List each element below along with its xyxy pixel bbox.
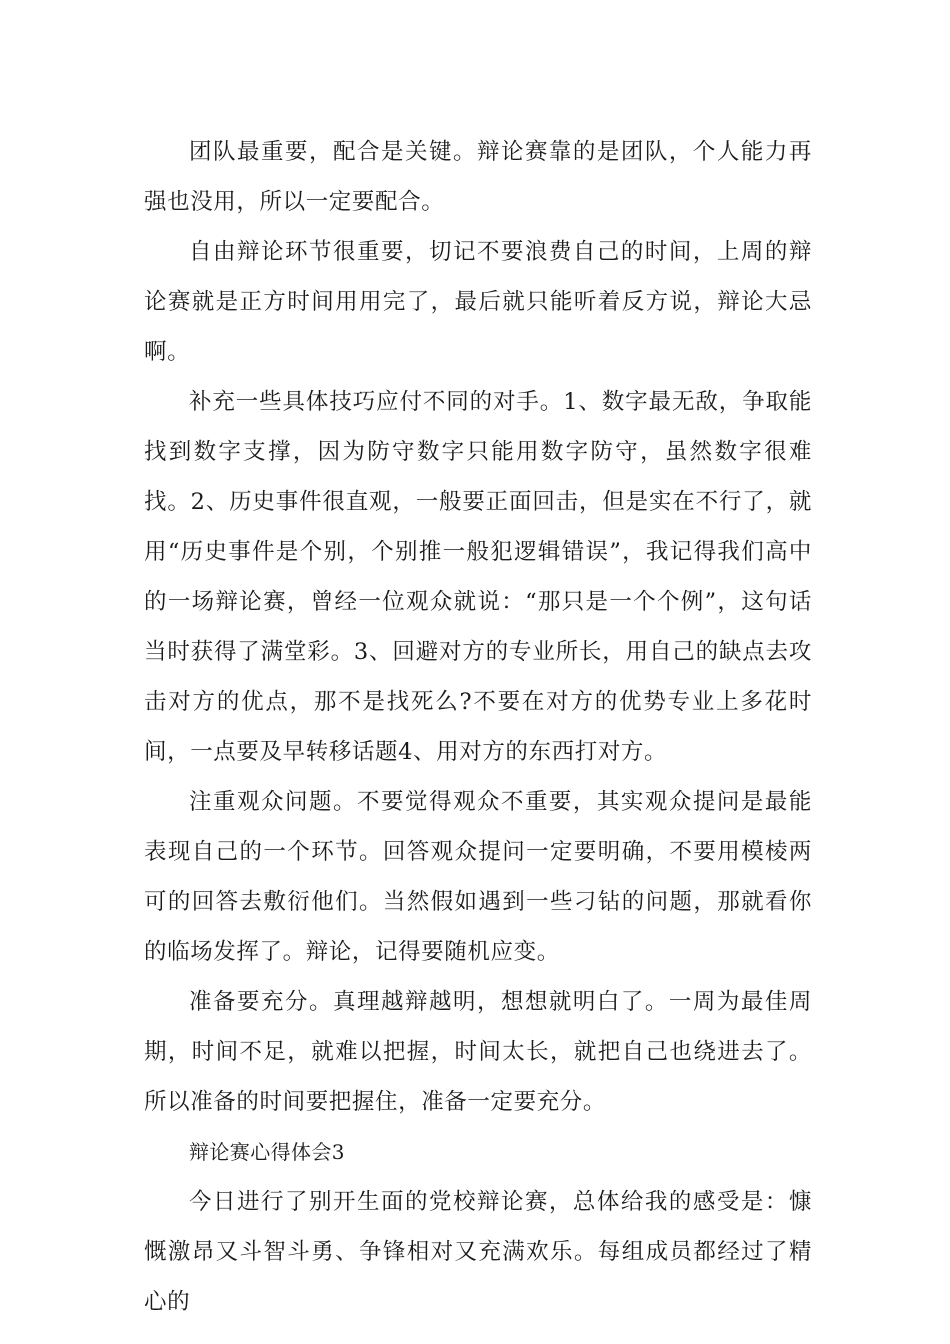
paragraph-party-school-debate: 今日进行了别开生面的党校辩论赛，总体给我的感受是：慷慨激昂又斗智斗勇、争锋相对又充满欢乐。每组成员都经过了精心的 bbox=[144, 1189, 812, 1315]
paragraph-audience-questions: 注重观众问题。不要觉得观众不重要，其实观众提问是最能表现自己的一个环节。回答观众提问一定要明确，不要用模棱两可的回答去敷衍他们。当然假如遇到一些刁钻的问题，那就看你的临场发挥了。辩论，记得要随机应变。 bbox=[144, 789, 812, 965]
paragraph-techniques: 补充一些具体技巧应付不同的对手。1、数字最无敌，争取能找到数字支撑，因为防守数字只能用数字防守，虽然数字很难找。2、历史事件很直观，一般要正面回击，但是实在不行了，就用“历史事件是个别，个别推一般犯逻辑错误”，我记得我们高中的一场辩论赛，曾经一位观众就说：“那只是一个个例”，这句话当时获得了满堂彩。3、回避对方的专业所长，用自己的缺点去攻击对方的优点，那不是找死么?不要在对方的优势专业上多花时间，一点要及早转移话题4、用对方的东西打对方。 bbox=[144, 389, 812, 765]
document-body bbox=[144, 127, 812, 1327]
paragraph-preparation: 准备要充分。真理越辩越明，想想就明白了。一周为最佳周期，时间不足，就难以把握，时间太长，就把自己也绕进去了。所以准备的时间要把握住，准备一定要充分。 bbox=[144, 989, 812, 1115]
paragraph-teamwork: 团队最重要，配合是关键。辩论赛靠的是团队，个人能力再强也没用，所以一定要配合。 bbox=[144, 139, 812, 215]
section-heading: 辩论赛心得体会3 bbox=[189, 1140, 345, 1164]
paragraph-free-debate: 自由辩论环节很重要，切记不要浪费自己的时间，上周的辩论赛就是正方时间用用完了，最后就只能听着反方说，辩论大忌啊。 bbox=[144, 239, 812, 365]
